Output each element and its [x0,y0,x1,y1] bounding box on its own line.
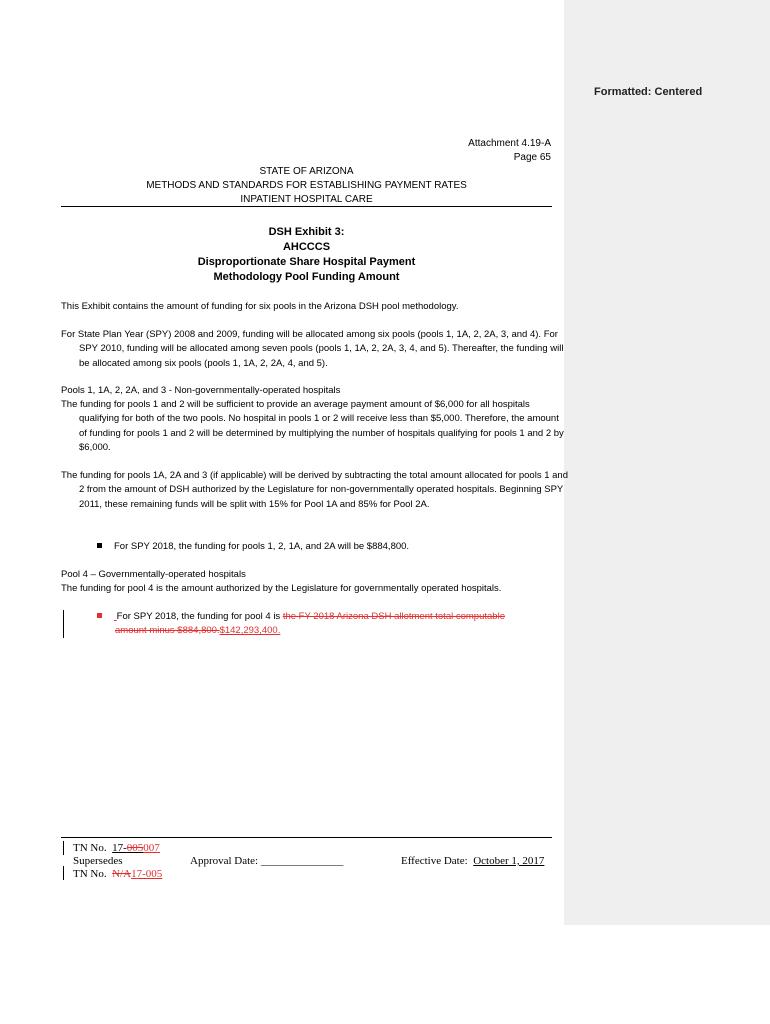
bullet-item-1 [97,540,552,554]
attachment-label: Attachment 4.19-A [468,138,551,149]
pool4-paragraph: The funding for pool 4 is the amount authorized by the Legislature for governmentally operated hospitals. [61,583,502,594]
bullet-item-2 [97,610,542,624]
comment-formatted-label[interactable]: Formatted: Centered [594,86,703,98]
bullet-item-2-continued [115,624,545,638]
bullet-2-deleted-a: the FY 2018 Arizona DSH allotment total computable [282,611,505,622]
header-divider [61,206,552,207]
care-heading: INPATIENT HOSPITAL CARE [240,194,373,205]
tn2-deleted: N/A [112,868,132,880]
page-number: Page 65 [513,152,551,163]
bullet-square-icon [97,543,102,548]
spy-paragraph: For State Plan Year (SPY) 2008 and 2009, funding will be allocated among six pools (pools 1, 1A, 2, 2A, 3, and 4). For SPY 2010, funding will be allocated among seven pools (pools 1, 1A, 2, 2A, 3, 4, and 5). Thereafter, the funding will be allocated among six pools (pools 1, 1A, 2, 2A, 4, and 5). [61,329,564,369]
effective-date: Effective Date: October 1, 2017 [401,855,545,867]
pools-heading: Pools 1, 1A, 2, 2A, and 3 - Non-governmentally-operated hospitals [61,385,341,396]
bullet-2-inserted: $142,293,400. [219,625,281,636]
tn-number [73,841,160,855]
tn-value: 17-005007 [112,842,160,854]
footer-change-bar-2 [63,866,64,880]
bullet-2-prefix: For SPY 2018, the funding for pool 4 is [116,611,283,622]
pools-1a-paragraph: The funding for pools 1A, 2A and 3 (if applicable) will be derived by subtracting the total amount allocated for pools 1 and 2 from the amount of DSH authorized by the Legislature for non-governmentally operated hospitals. Beginning SPY 2011, these remaining funds will be split with 15% for Pool 1A and 85% for Pool 2A. [61,470,568,510]
exhibit-title: DSH Exhibit 3: [268,226,345,238]
supersedes-label: Supersedes [73,855,123,867]
state-heading: STATE OF ARIZONA [259,166,354,177]
change-bar [63,610,64,638]
methods-heading: METHODS AND STANDARDS FOR ESTABLISHING PAYMENT RATES [146,180,467,191]
dsh-title: Disproportionate Share Hospital Payment [197,256,416,268]
intro-paragraph: This Exhibit contains the amount of funding for six pools in the Arizona DSH pool methodology. [61,301,459,312]
footer-divider [61,837,552,838]
footer-change-bar-1 [63,841,64,855]
pools-paragraph: The funding for pools 1 and 2 will be sufficient to provide an average payment amount of $6,000 for all hospitals qualifying for both of the two pools. No hospital in pools 1 or 2 will receive less than $5,000. Therefore, the amount of funding for pools 1 and 2 will be determined by multiplying the number of hospitals qualifying for pools 1 and 2 by $6,000. [61,399,564,453]
agency-title: AHCCCS [282,241,331,253]
pool4-heading: Pool 4 – Governmentally-operated hospitals [61,569,246,580]
approval-date: Approval Date: _______________ [190,855,344,867]
methodology-title: Methodology Pool Funding Amount [213,271,400,283]
bullet-2-deleted-b: amount minus $884,800. [115,625,220,636]
tn-label: TN No. [73,842,107,854]
bullet-square-icon [97,613,102,618]
tn-superseded: TN No. N/A17-005 [73,868,163,880]
bullet-1-text: For SPY 2018, the funding for pools 1, 2, 1A, and 2A will be $884,800. [114,541,410,552]
comment-pane [564,0,770,925]
tn2-inserted: 17-005 [131,868,163,880]
